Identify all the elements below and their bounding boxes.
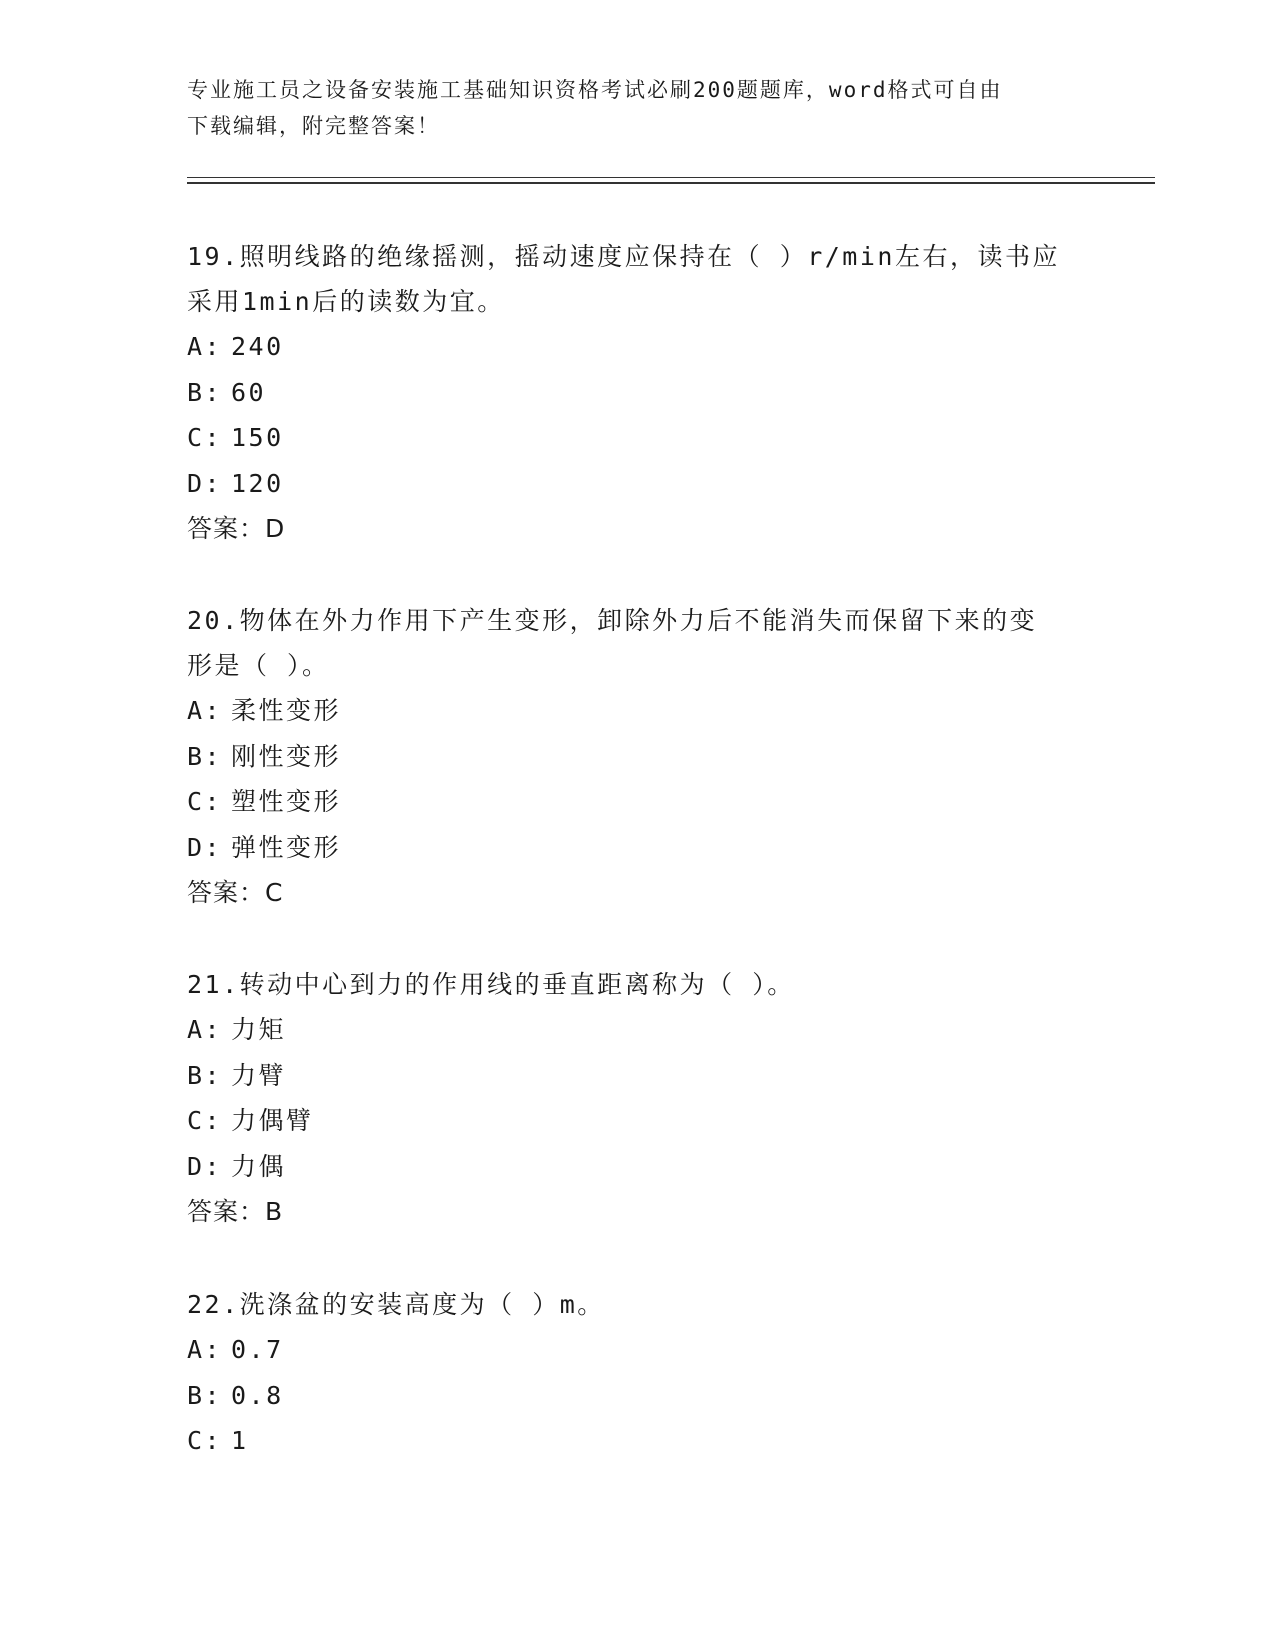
option-label: B:	[187, 377, 223, 407]
option-label: C:	[187, 423, 223, 452]
option-label: A:	[187, 332, 223, 361]
option-text: 120	[231, 468, 284, 498]
option-a	[187, 1327, 1087, 1373]
option-text: 力矩	[231, 1015, 287, 1044]
option-d	[187, 1144, 1087, 1190]
option-label: A:	[187, 696, 223, 725]
question-22	[187, 1282, 1087, 1464]
option-text: 力偶	[231, 1151, 287, 1181]
option-label: A:	[187, 1015, 223, 1044]
question-stem-line: 形是（ ）。	[187, 651, 330, 680]
question-21	[187, 962, 1087, 1235]
option-label: C:	[187, 1426, 223, 1455]
option-b	[187, 734, 1087, 780]
option-text: 弹性变形	[231, 832, 342, 862]
option-c	[187, 415, 1087, 461]
option-text: 1	[231, 1426, 249, 1455]
question-stem-line: 20.物体在外力作用下产生变形，卸除外力后不能消失而保留下来的变	[187, 606, 1038, 635]
option-text: 力偶臂	[231, 1106, 314, 1135]
option-b	[187, 1053, 1087, 1099]
header-divider-thick	[187, 182, 1155, 184]
option-label: D:	[187, 468, 223, 498]
option-text: 240	[231, 332, 284, 361]
question-stem-line: 采用1min后的读数为宜。	[187, 287, 505, 316]
answer-line: 答案：B	[187, 1197, 284, 1226]
document-header	[187, 72, 1087, 144]
option-b	[187, 370, 1087, 416]
option-label: D:	[187, 832, 223, 862]
option-label: B:	[187, 741, 223, 771]
question-19	[187, 234, 1087, 552]
option-c	[187, 779, 1087, 825]
header-divider-thin	[187, 177, 1155, 178]
option-b	[187, 1373, 1087, 1419]
question-20	[187, 598, 1087, 916]
option-label: D:	[187, 1151, 223, 1181]
option-text: 柔性变形	[231, 696, 342, 725]
answer-line: 答案：C	[187, 878, 284, 907]
option-label: B:	[187, 1380, 223, 1410]
option-c	[187, 1098, 1087, 1144]
option-text: 刚性变形	[231, 741, 342, 771]
question-stem-line: 19.照明线路的绝缘摇测，摇动速度应保持在（ ）r/min左右，读书应	[187, 242, 1060, 271]
option-label: C:	[187, 787, 223, 816]
option-a	[187, 688, 1087, 734]
option-text: 力臂	[231, 1060, 287, 1090]
option-a	[187, 324, 1087, 370]
option-text: 0.7	[231, 1335, 284, 1364]
option-label: B:	[187, 1060, 223, 1090]
header-line-1: 专业施工员之设备安装施工基础知识资格考试必刷200题题库，word格式可自由	[187, 78, 1003, 102]
option-a	[187, 1007, 1087, 1053]
option-text: 150	[231, 423, 284, 452]
option-d	[187, 825, 1087, 871]
question-stem-line: 21.转动中心到力的作用线的垂直距离称为（ ）。	[187, 970, 795, 999]
option-text: 0.8	[231, 1380, 284, 1410]
option-c	[187, 1418, 1087, 1464]
header-line-2: 下载编辑，附完整答案！	[187, 114, 440, 138]
option-label: C:	[187, 1106, 223, 1135]
question-stem-line: 22.洗涤盆的安装高度为（ ）m。	[187, 1290, 605, 1319]
option-text: 60	[231, 377, 267, 407]
answer-line: 答案：D	[187, 514, 286, 543]
option-label: A:	[187, 1335, 223, 1364]
option-text: 塑性变形	[231, 787, 342, 816]
option-d	[187, 461, 1087, 507]
